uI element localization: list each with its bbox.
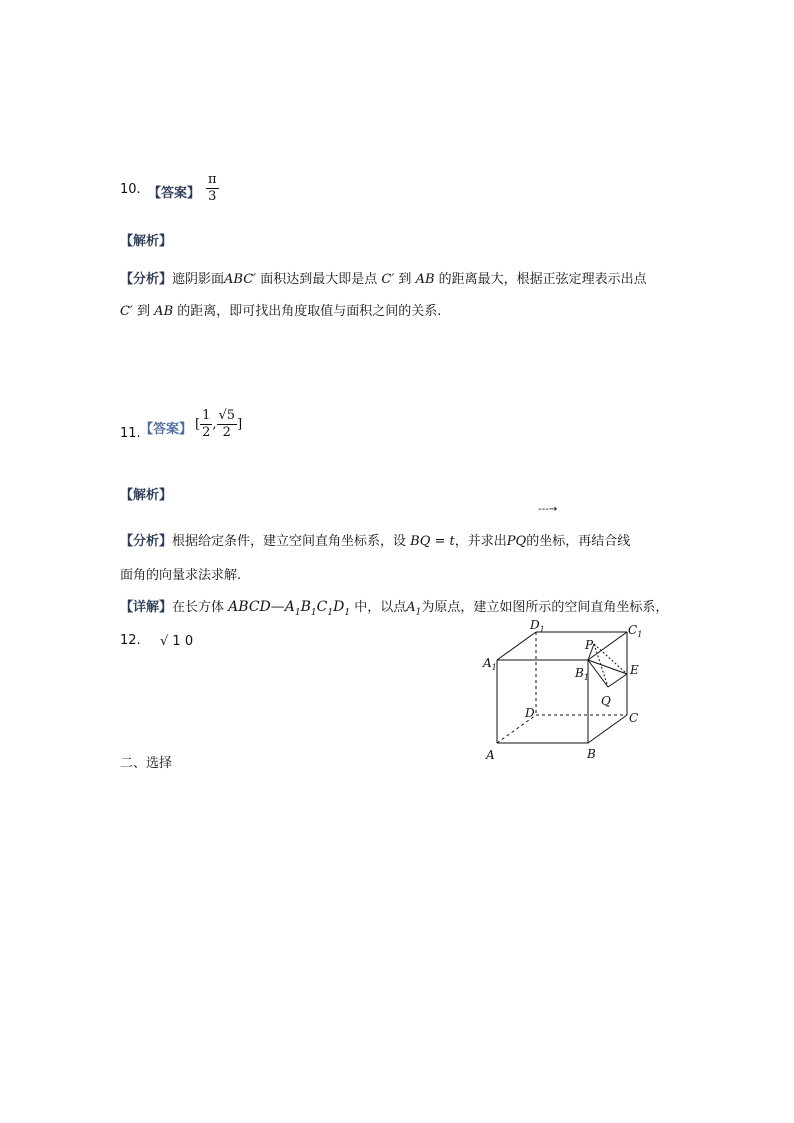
q12-number: 12.: [120, 633, 141, 648]
text: 的坐标，再结合线: [526, 534, 631, 549]
comma: ,: [212, 417, 217, 432]
label-a: A: [486, 748, 495, 762]
q11-answer-tag: 【答案】: [140, 422, 193, 437]
q11-fraction-1: [200, 408, 212, 441]
vector-arrow: ---→: [538, 504, 558, 515]
q11-analysis-tag: 【解析】: [120, 488, 173, 503]
q11-fenxi-line2: 面角的向量求法求解.: [120, 568, 242, 583]
label-d: D: [525, 706, 535, 720]
segment-b1-e: [588, 660, 627, 674]
segment-p-e: [594, 644, 627, 674]
q11-fraction-2: [217, 408, 238, 441]
edge-a1-d1: [497, 632, 536, 660]
label-c1: $C_1$: [628, 623, 643, 639]
text: 到: [132, 304, 151, 319]
numerator: √5: [218, 408, 236, 423]
q10-analysis-line1: [120, 268, 647, 287]
q11-xiangjie-tag: 【详解】: [120, 600, 173, 615]
math-c-prime: C′: [120, 304, 133, 319]
edge-b-c: [588, 715, 627, 743]
segment-q-e: [608, 674, 627, 687]
bracket-close: ]: [237, 417, 243, 432]
denominator: 2: [202, 425, 211, 440]
q11-fenxi-line1: [120, 530, 630, 549]
text: 为原点，建立如图所示的空间直角坐标系，: [421, 600, 669, 615]
label-q: Q: [601, 694, 611, 708]
numerator: 1: [202, 408, 211, 423]
label-p: P: [585, 638, 594, 652]
math-bq-equals-t: BQ = t: [406, 534, 455, 549]
label-c: C: [629, 711, 639, 725]
label-a1: $A_1$: [483, 656, 497, 672]
text: 面积达到最大即是点: [256, 272, 378, 287]
label-b: B: [587, 747, 596, 761]
math-cuboid: $ABCD—A_1B_1C_1D_1$: [228, 599, 351, 618]
label-d1: $D_1$: [530, 618, 545, 634]
bracket-open: [: [195, 417, 201, 432]
q10-answer-numerator: π: [208, 172, 217, 187]
q11-answer-interval: [195, 408, 242, 441]
q10-fenxi-tag: 【分析】: [120, 272, 173, 287]
q11-fenxi-tag: 【分析】: [120, 534, 173, 549]
text: 遮阴影面: [172, 272, 225, 287]
math-c-prime: C′: [377, 272, 395, 287]
text: 的距离最大，根据正弦定理表示出点: [434, 272, 647, 287]
math-a1: $A_1$: [406, 600, 422, 618]
math-ab: AB: [150, 304, 174, 319]
q12-answer: √ 1 0: [160, 634, 194, 649]
text: 到: [394, 272, 412, 287]
text: 的距离，即可找出角度取值与面积之间的关系.: [173, 304, 442, 319]
denominator: 2: [222, 425, 231, 440]
q10-answer-tag: 【答案】: [148, 186, 201, 201]
q10-number: 10.: [120, 182, 141, 197]
q10-analysis-tag: 【解析】: [120, 234, 173, 249]
q10-answer-denominator: 3: [208, 189, 217, 204]
cuboid-figure: [470, 612, 660, 772]
q11-number: 11.: [120, 426, 141, 441]
math-pq: PQ: [506, 534, 527, 549]
label-b1: $B_1$: [575, 666, 589, 682]
q10-answer-fraction: [206, 172, 219, 205]
text: 中，以点: [350, 600, 407, 615]
math-abc: ABC′: [224, 272, 257, 287]
math-ab: AB: [411, 272, 435, 287]
text: ，并求出: [454, 534, 507, 549]
text: 根据给定条件，建立空间直角坐标系，设: [172, 534, 407, 549]
section-heading: 二、选择: [120, 756, 173, 771]
label-e: E: [630, 663, 639, 677]
text: 在长方体: [172, 600, 225, 615]
q10-analysis-line2: [120, 300, 441, 319]
